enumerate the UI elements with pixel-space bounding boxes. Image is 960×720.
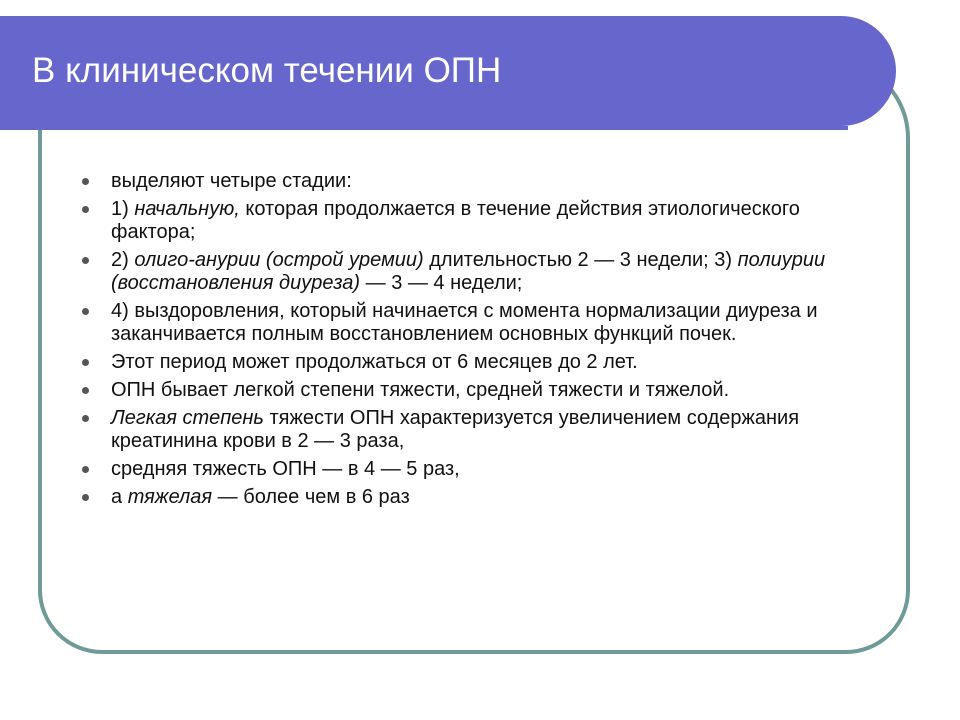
bullet-text: — 3 — 4 недели; [360,272,523,294]
bullet-text: 4) выздоровления, который начинается с момента нормализации диуреза и заканчивается полным восстановлением основных функций почек. [111,300,818,345]
bullet-text: Этот период может продолжаться от 6 месяцев до 2 лет. [111,351,638,373]
slide-title: В клиническом течении ОПН [32,51,502,90]
bullet-item [82,170,872,193]
bullet-item [82,458,872,481]
bullet-text-italic: Легкая степень [111,407,264,429]
bullet-text: 1) [111,198,135,220]
bullet-text-italic: олиго-анурии (острой уремии) [134,249,424,271]
bullet-text: а [111,486,128,508]
bullet-item [82,351,872,374]
bullet-dot-icon [82,308,89,315]
bullet-dot-icon [82,415,89,422]
bullet-text: выделяют четыре стадии: [111,170,352,192]
bullet-item [82,198,872,244]
bullet-dot-icon [82,178,89,185]
bullet-item [82,379,872,402]
bullet-dot-icon [82,206,89,213]
bullet-text: тяжести ОПН характеризуется увеличением содержания креатинина крови в 2 — 3 раза, [111,407,800,452]
bullet-item [82,486,872,509]
bullet-text-italic: полиурии (восстановления диуреза) [111,249,826,294]
bullet-dot-icon [82,466,89,473]
bullet-item [82,300,872,346]
bullet-dot-icon [82,359,89,366]
bullet-item [82,407,872,453]
bullet-text: длительностью 2 — 3 недели; 3) [423,249,738,271]
bullet-dot-icon [82,387,89,394]
bullet-dot-icon [82,494,89,501]
bullet-text: 2) [111,249,135,271]
bullet-text-italic: начальную, [134,198,240,220]
bullet-text: средняя тяжесть ОПН — в 4 — 5 раз, [111,458,460,480]
bullet-text: ОПН бывает легкой степени тяжести, средней тяжести и тяжелой. [111,379,730,401]
bullet-dot-icon [82,257,89,264]
bullet-text: — более чем в 6 раз [212,486,410,508]
title-underline [0,126,848,130]
bullet-text: которая продолжается в течение действия этиологического фактора; [111,198,800,243]
bullet-text-italic: тяжелая [127,486,213,508]
bullet-list [82,170,872,514]
bullet-item [82,249,872,295]
